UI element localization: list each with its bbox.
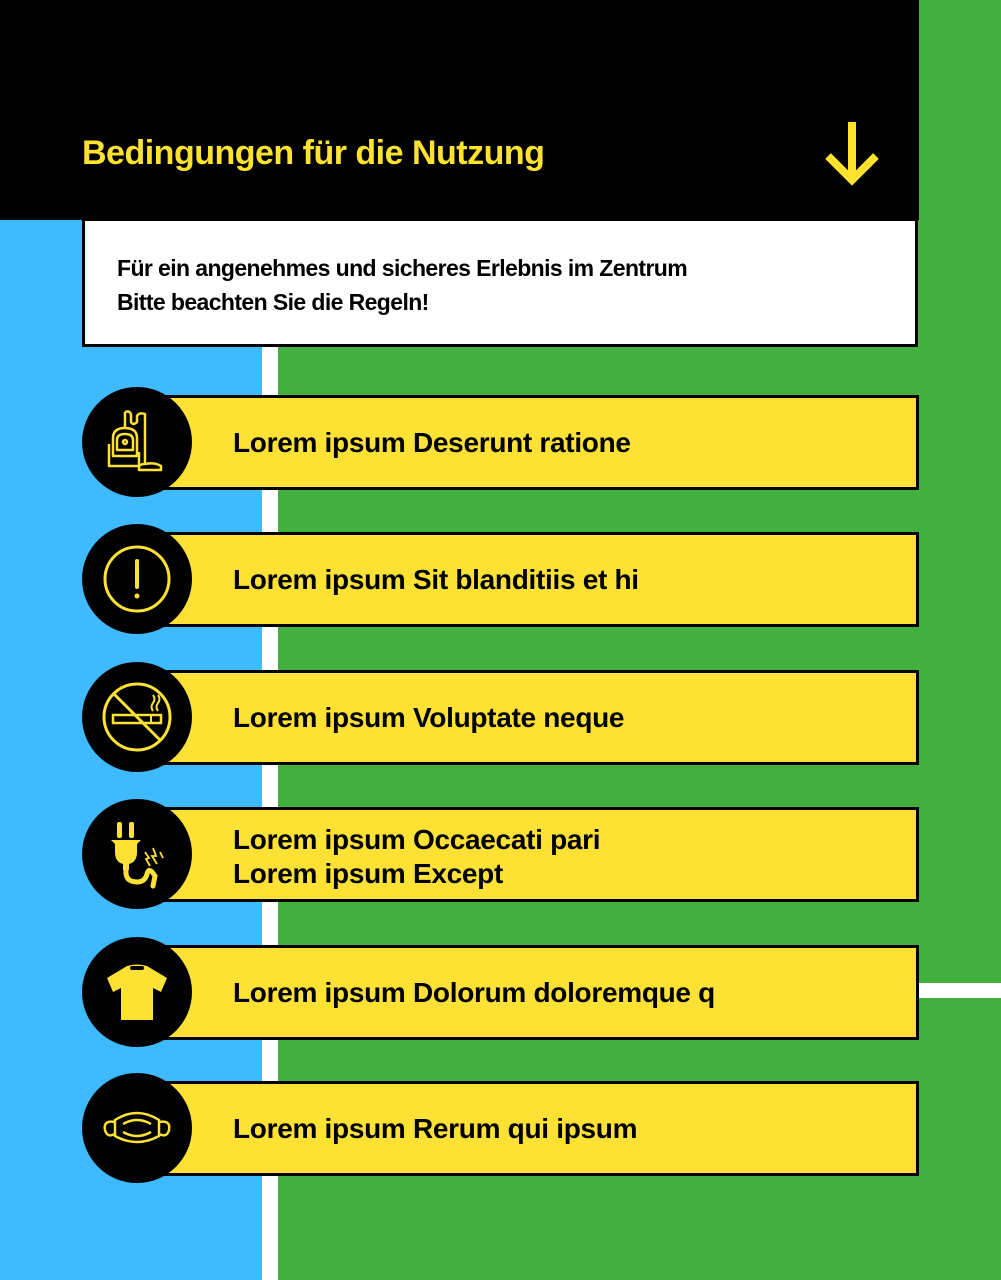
page-title: Bedingungen für die Nutzung <box>82 134 545 172</box>
no-smoking-icon <box>99 679 175 755</box>
rule-bar <box>158 1081 919 1176</box>
rule-item <box>0 662 1001 772</box>
rule-item <box>0 524 1001 634</box>
rule-text: Lorem ipsum Dolorum doloremque q <box>233 977 715 1008</box>
rule-item <box>0 799 1001 909</box>
arrow-down-icon <box>822 118 882 188</box>
rule-icon-circle <box>82 524 192 634</box>
rule-item <box>0 1073 1001 1183</box>
rule-item <box>0 937 1001 1047</box>
rule-text: Lorem ipsum Deserunt ratione <box>233 427 631 458</box>
t-shirt-icon <box>99 954 175 1030</box>
header <box>0 0 919 220</box>
rule-text: Lorem ipsum Except <box>233 858 504 889</box>
rule-text: Lorem ipsum Voluptate neque <box>233 702 625 733</box>
rule-item <box>0 387 1001 497</box>
exclamation-circle-icon <box>99 541 175 617</box>
rule-text: Lorem ipsum Rerum qui ipsum <box>233 1113 638 1144</box>
rule-bar <box>158 807 919 902</box>
rule-bar <box>158 532 919 627</box>
intro-box <box>82 218 918 347</box>
rule-icon-circle <box>82 1073 192 1183</box>
rule-icon-circle <box>82 937 192 1047</box>
face-mask-icon <box>99 1090 175 1166</box>
rule-bar <box>158 945 919 1040</box>
rule-text: Lorem ipsum Occaecati pari <box>233 824 601 855</box>
electric-plug-icon <box>99 816 175 892</box>
rule-bar <box>158 395 919 490</box>
vacuum-cleaner-icon <box>99 404 175 480</box>
rule-icon-circle <box>82 662 192 772</box>
intro-line-1: Für ein angenehmes und sicheres Erlebnis im Zentrum <box>117 255 688 281</box>
intro-line-2: Bitte beachten Sie die Regeln! <box>117 289 429 315</box>
rule-icon-circle <box>82 387 192 497</box>
rule-bar <box>158 670 919 765</box>
rule-text: Lorem ipsum Sit blanditiis et hi <box>233 564 639 595</box>
rule-icon-circle <box>82 799 192 909</box>
